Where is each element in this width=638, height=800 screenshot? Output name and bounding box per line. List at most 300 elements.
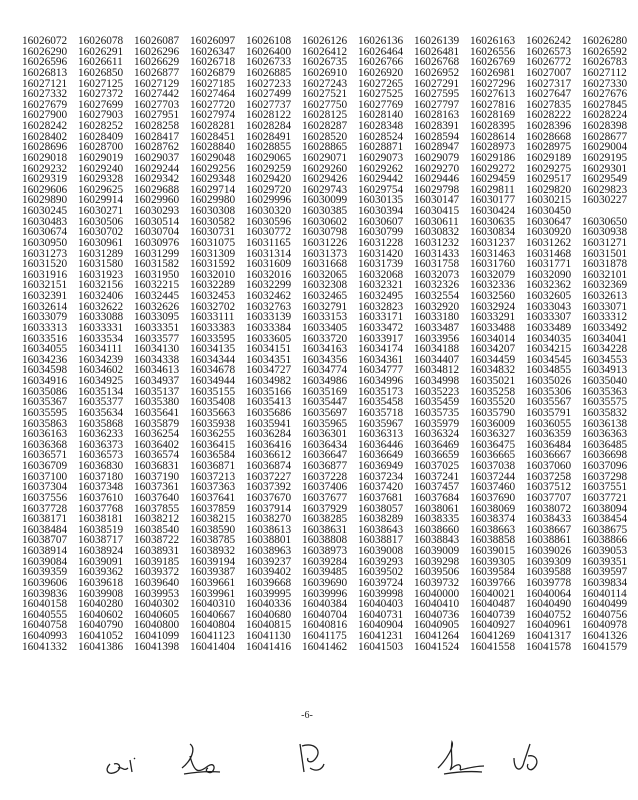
roll-number-cell: 16039362	[78, 566, 124, 579]
roll-number-cell: 16029914	[78, 194, 124, 207]
roll-number-cell: 16035413	[246, 396, 292, 409]
roll-number-cell: 16038858	[470, 534, 516, 547]
roll-number-cell: 16026573	[526, 45, 572, 58]
roll-number-cell: 16036363	[582, 428, 628, 441]
roll-number-cell: 16036484	[526, 438, 572, 451]
roll-number-cell: 16035735	[414, 406, 460, 419]
roll-number-cell: 16029980	[190, 194, 236, 207]
roll-number-cell: 16040602	[78, 608, 124, 621]
roll-number-cell: 16040310	[190, 598, 236, 611]
roll-number-cell: 16040114	[582, 587, 627, 600]
roll-number-cell: 16038181	[78, 513, 124, 526]
roll-number-cell: 16038722	[134, 534, 180, 547]
roll-number-cell: 16036138	[582, 417, 628, 430]
roll-number-cell: 16028409	[78, 130, 124, 143]
roll-number-cell: 16040731	[358, 608, 404, 621]
roll-number-cell: 16028947	[414, 141, 460, 154]
roll-number-cell: 16038932	[190, 545, 236, 557]
roll-number-cell: 16031950	[134, 268, 180, 281]
roll-number-cell: 16031878	[582, 258, 628, 271]
roll-number-cell: 16037227	[246, 470, 292, 483]
roll-number-cell: 16039998	[358, 587, 404, 600]
roll-number-cell: 16033577	[134, 332, 180, 345]
roll-number-cell: 16036301	[302, 428, 348, 441]
roll-number-cell: 16036327	[470, 428, 516, 441]
roll-number-cell: 16038540	[134, 523, 180, 536]
roll-number-cell: 16033111	[190, 311, 235, 324]
roll-number-table	[22, 36, 638, 652]
table-row	[22, 493, 638, 504]
roll-number-cell: 16029319	[22, 173, 68, 186]
roll-number-cell: 16038454	[582, 513, 628, 526]
roll-number-cell: 16027525	[358, 88, 404, 101]
roll-number-cell: 16035367	[22, 396, 68, 409]
roll-number-cell: 16031433	[414, 247, 460, 260]
roll-number-cell: 16031373	[302, 247, 348, 260]
roll-number-cell: 16040736	[414, 608, 460, 621]
roll-number-cell: 16039008	[358, 545, 404, 557]
roll-number-cell: 16032614	[22, 300, 68, 313]
roll-number-cell: 16026952	[414, 66, 460, 79]
roll-number-cell: 16031075	[190, 236, 236, 249]
roll-number-cell: 16034855	[526, 364, 572, 377]
roll-number-cell: 16026072	[22, 35, 68, 47]
roll-number-cell: 16038215	[190, 513, 236, 526]
roll-number-cell: 16034925	[78, 375, 124, 387]
roll-number-cell: 16037420	[358, 481, 404, 494]
signature-1	[100, 738, 146, 778]
roll-number-cell: 16036612	[246, 449, 292, 462]
roll-number-cell: 16034613	[134, 364, 180, 377]
roll-number-cell: 16035938	[190, 417, 236, 430]
roll-number-cell: 16041416	[246, 640, 292, 653]
roll-number-cell: 16032336	[470, 279, 516, 292]
roll-number-cell: 16032156	[78, 279, 124, 292]
roll-number-cell: 16033043	[526, 300, 572, 313]
roll-number-cell: 16033489	[526, 321, 572, 334]
roll-number-cell: 16032465	[302, 290, 348, 302]
roll-number-cell: 16033171	[358, 311, 404, 324]
roll-number-cell: 16029079	[414, 151, 460, 164]
table-row	[22, 408, 638, 419]
roll-number-cell: 16031582	[134, 258, 180, 271]
roll-number-cell: 16027499	[246, 88, 292, 101]
roll-number-cell: 16029275	[526, 162, 572, 175]
roll-number-cell: 16035166	[246, 385, 292, 398]
roll-number-cell: 16035575	[582, 396, 628, 409]
roll-number-cell: 16040739	[470, 608, 516, 621]
roll-number-cell: 16028284	[246, 120, 292, 132]
roll-number-cell: 16036574	[134, 449, 180, 462]
roll-number-cell: 16039584	[470, 566, 516, 579]
roll-number-cell: 16028122	[246, 109, 292, 122]
roll-number-cell: 16028762	[134, 141, 180, 154]
roll-number-cell: 16034459	[470, 353, 516, 366]
roll-number-cell: 16037640	[134, 491, 180, 504]
roll-number-cell: 16032622	[78, 300, 124, 313]
roll-number-cell: 16038667	[526, 523, 572, 536]
roll-number-cell: 16026768	[414, 56, 460, 69]
roll-number-cell: 16036709	[22, 460, 68, 472]
roll-number-cell: 16029714	[190, 183, 236, 196]
roll-number-cell: 16034982	[246, 375, 292, 387]
roll-number-cell: 16027243	[302, 77, 348, 90]
roll-number-cell: 16035663	[190, 406, 236, 419]
roll-number-cell: 16030415	[414, 205, 460, 217]
roll-number-cell: 16035868	[78, 417, 124, 430]
roll-number-cell: 16036469	[414, 438, 460, 451]
roll-number-cell: 16028402	[22, 130, 68, 143]
roll-number-cell: 16027291	[414, 77, 460, 90]
roll-number-cell: 16036659	[414, 449, 460, 462]
roll-number-cell: 16036573	[78, 449, 124, 462]
roll-number-cell: 16032702	[190, 300, 236, 313]
roll-number-cell: 16037721	[582, 491, 628, 504]
roll-number-cell: 16037690	[470, 491, 516, 504]
roll-number-cell: 16036877	[302, 460, 348, 472]
roll-number-cell: 16039402	[246, 566, 292, 579]
roll-number-cell: 16035641	[134, 406, 180, 419]
roll-number-cell: 16026772	[526, 56, 572, 69]
roll-number-cell: 16030215	[526, 194, 572, 207]
roll-number-cell: 16032626	[134, 300, 180, 313]
roll-number-cell: 16032495	[358, 290, 404, 302]
roll-number-cell: 16041558	[470, 640, 516, 653]
roll-number-cell: 16027699	[78, 98, 124, 111]
roll-number-cell: 16040815	[246, 619, 292, 632]
roll-number-cell: 16035718	[358, 406, 404, 419]
roll-number-cell: 16029342	[134, 173, 180, 186]
roll-number-cell: 16029019	[78, 151, 124, 164]
roll-number-cell: 16039618	[78, 576, 124, 589]
table-row	[22, 238, 638, 249]
roll-number-cell: 16026885	[246, 66, 292, 79]
roll-number-cell: 16030674	[22, 226, 68, 239]
roll-number-cell: 16040667	[190, 608, 236, 621]
roll-number-cell: 16027845	[582, 98, 628, 111]
roll-number-cell: 16026347	[190, 45, 236, 58]
roll-number-cell: 16038270	[246, 513, 292, 526]
roll-number-cell: 16027595	[414, 88, 460, 101]
roll-number-cell: 16033472	[358, 321, 404, 334]
roll-number-cell: 16030506	[78, 215, 124, 228]
roll-number-cell: 16034361	[358, 353, 404, 366]
roll-number-cell: 16030514	[134, 215, 180, 228]
roll-number-cell: 16036402	[134, 438, 180, 451]
roll-number-cell: 16032010	[190, 268, 236, 281]
roll-number-cell: 16030950	[22, 236, 68, 249]
roll-number-cell: 16038643	[358, 523, 404, 536]
roll-number-cell: 16041404	[190, 640, 236, 653]
roll-number-cell: 16038433	[526, 513, 572, 526]
roll-number-cell: 16041386	[78, 640, 124, 653]
roll-number-cell: 16026813	[22, 66, 68, 79]
roll-number-cell: 16034545	[526, 353, 572, 366]
roll-number-cell: 16027816	[470, 98, 516, 111]
table-row	[22, 323, 638, 334]
roll-number-cell: 16035567	[526, 396, 572, 409]
roll-number-cell: 16033384	[246, 321, 292, 334]
roll-number-cell: 16026629	[134, 56, 180, 69]
roll-number-cell: 16032321	[358, 279, 404, 292]
roll-number-cell: 16031420	[358, 247, 404, 260]
roll-number-cell: 16039506	[414, 566, 460, 579]
roll-number-cell: 16033488	[470, 321, 516, 334]
roll-number-cell: 16030832	[414, 226, 460, 239]
roll-number-cell: 16033917	[358, 332, 404, 345]
roll-number-cell: 16034344	[190, 353, 236, 366]
roll-number-cell: 16033605	[246, 332, 292, 345]
roll-number-cell: 16033405	[302, 321, 348, 334]
roll-number-cell: 16036415	[190, 438, 236, 451]
roll-number-cell: 16032073	[414, 268, 460, 281]
roll-number-cell: 16034998	[414, 375, 460, 387]
roll-number-cell: 16034812	[414, 364, 460, 377]
roll-number-cell: 16028677	[582, 130, 628, 143]
roll-number-cell: 16033351	[134, 321, 180, 334]
roll-number-cell: 16029186	[470, 151, 516, 164]
roll-number-cell: 16035169	[302, 385, 348, 398]
table-row	[22, 153, 638, 164]
roll-number-cell: 16038171	[22, 513, 68, 526]
roll-number-cell: 16031771	[526, 258, 572, 271]
roll-number-cell: 16038631	[302, 523, 348, 536]
roll-number-cell: 16033139	[246, 311, 292, 324]
roll-number-cell: 16038069	[470, 502, 516, 515]
roll-number-cell: 16032554	[414, 290, 460, 302]
roll-number-cell: 16039015	[470, 545, 516, 557]
roll-number-cell: 16035697	[302, 406, 348, 419]
roll-number-cell: 16036830	[78, 460, 124, 472]
roll-number-cell: 16036233	[78, 428, 124, 441]
roll-number-cell: 16028975	[526, 141, 572, 154]
roll-number-cell: 16040064	[526, 587, 572, 600]
roll-number-cell: 16034407	[414, 353, 460, 366]
roll-number-cell: 16027007	[526, 66, 572, 79]
table-row	[22, 68, 638, 79]
roll-number-cell: 16035879	[134, 417, 180, 430]
roll-number-cell: 16036665	[470, 449, 516, 462]
roll-number-cell: 16040302	[134, 598, 180, 611]
roll-number-cell: 16030147	[414, 194, 460, 207]
roll-number-cell: 16035979	[414, 417, 460, 430]
roll-number-cell: 16039372	[134, 566, 180, 579]
roll-number-cell: 16032560	[470, 290, 516, 302]
roll-number-cell: 16028417	[134, 130, 180, 143]
roll-number-cell: 16035137	[134, 385, 180, 398]
roll-number-cell: 16040605	[134, 608, 180, 621]
roll-number-cell: 16032362	[526, 279, 572, 292]
roll-number-cell: 16039995	[246, 587, 292, 600]
roll-number-cell: 16029256	[190, 162, 236, 175]
roll-number-cell: 16040336	[246, 598, 292, 611]
roll-number-cell: 16040280	[78, 598, 124, 611]
roll-number-cell: 16038973	[302, 545, 348, 557]
roll-number-cell: 16039996	[302, 587, 348, 600]
roll-number-cell: 16037681	[358, 491, 404, 504]
roll-number-cell: 16027903	[78, 109, 124, 122]
roll-number-cell: 16030961	[78, 236, 124, 249]
roll-number-cell: 16028125	[302, 109, 348, 122]
roll-number-cell: 16031923	[78, 268, 124, 281]
roll-number-cell: 16034944	[190, 375, 236, 387]
roll-number-cell: 16026280	[582, 35, 628, 47]
roll-number-cell: 16041326	[582, 630, 628, 642]
roll-number-cell: 16037556	[22, 491, 68, 504]
roll-number-cell: 16039502	[358, 566, 404, 579]
roll-number-cell: 16027185	[190, 77, 236, 90]
roll-number-cell: 16033313	[22, 321, 68, 334]
roll-number-cell: 16031739	[358, 258, 404, 271]
roll-number-cell: 16035040	[582, 375, 628, 387]
roll-number-cell: 16039351	[582, 555, 628, 568]
roll-number-cell: 16039661	[190, 576, 236, 589]
roll-number-cell: 16040790	[78, 619, 124, 632]
roll-number-cell: 16041462	[302, 640, 348, 653]
roll-number-cell: 16029426	[302, 173, 348, 186]
roll-number-cell: 16034239	[78, 353, 124, 366]
roll-number-cell: 16027125	[78, 77, 124, 90]
roll-number-cell: 16027951	[134, 109, 180, 122]
roll-number-cell: 16029446	[414, 173, 460, 186]
roll-number-cell: 16035258	[470, 385, 516, 398]
roll-number-cell: 16038861	[526, 534, 572, 547]
roll-number-cell: 16034553	[582, 353, 628, 366]
roll-number-cell: 16038374	[470, 513, 516, 526]
roll-number-cell: 16036434	[302, 438, 348, 451]
roll-number-cell: 16029270	[414, 162, 460, 175]
roll-number-cell: 16039778	[526, 576, 572, 589]
roll-number-cell: 16030596	[246, 215, 292, 228]
roll-number-cell: 16030308	[190, 205, 236, 217]
roll-number-cell: 16027233	[246, 77, 292, 90]
roll-number-cell: 16032065	[302, 268, 348, 281]
roll-number-cell: 16029820	[526, 183, 572, 196]
roll-number-cell: 16029606	[22, 183, 68, 196]
roll-number-cell: 16040800	[134, 619, 180, 632]
roll-number-cell: 16041524	[414, 640, 460, 653]
roll-number-cell: 16037512	[526, 481, 572, 494]
roll-number-cell: 16033487	[414, 321, 460, 334]
roll-number-cell: 16027265	[358, 77, 404, 90]
roll-number-cell: 16040021	[470, 587, 516, 600]
roll-number-cell: 16040158	[22, 598, 68, 611]
roll-number-cell: 16026611	[78, 56, 123, 69]
roll-number-cell: 16039084	[22, 555, 68, 568]
roll-number-cell: 16039194	[190, 555, 236, 568]
roll-number-cell: 16032406	[78, 290, 124, 302]
roll-number-cell: 16027332	[22, 88, 68, 101]
roll-number-cell: 16032016	[246, 268, 292, 281]
roll-number-cell: 16037768	[78, 502, 124, 515]
roll-number-cell: 16037670	[246, 491, 292, 504]
roll-number-cell: 16036324	[414, 428, 460, 441]
roll-number-cell: 16035863	[22, 417, 68, 430]
roll-number-cell: 16032453	[190, 290, 236, 302]
roll-number-cell: 16032068	[358, 268, 404, 281]
roll-number-cell: 16026877	[134, 66, 180, 79]
roll-number-cell: 16028696	[22, 141, 68, 154]
roll-number-cell: 16035155	[190, 385, 236, 398]
roll-number-cell: 16032101	[582, 268, 628, 281]
roll-number-cell: 16032924	[470, 300, 516, 313]
roll-number-cell: 16032090	[526, 268, 572, 281]
roll-number-cell: 16038801	[246, 534, 292, 547]
roll-number-cell: 16029442	[358, 173, 404, 186]
roll-number-cell: 16032823	[358, 300, 404, 313]
roll-number-cell: 16037234	[358, 470, 404, 483]
roll-number-cell: 16036416	[246, 438, 292, 451]
roll-number-cell: 16037460	[470, 481, 516, 494]
roll-number-cell: 16033492	[582, 321, 628, 334]
roll-number-cell: 16037684	[414, 491, 460, 504]
roll-number-cell: 16034338	[134, 353, 180, 366]
roll-number-cell: 16033153	[302, 311, 348, 324]
roll-number-cell: 16029037	[134, 151, 180, 164]
roll-number-cell: 16037241	[414, 470, 460, 483]
roll-number-cell: 16026910	[302, 66, 348, 79]
roll-number-cell: 16028871	[358, 141, 404, 154]
roll-number-cell: 16027737	[246, 98, 292, 111]
roll-number-cell: 16030635	[470, 215, 516, 228]
roll-number-cell: 16039387	[190, 566, 236, 579]
table-row	[22, 578, 638, 589]
roll-number-cell: 16037610	[78, 491, 124, 504]
roll-number-cell: 16038212	[134, 513, 180, 526]
roll-number-cell: 16037213	[190, 470, 236, 483]
roll-number-cell: 16034986	[302, 375, 348, 387]
roll-number-cell: 16032920	[414, 300, 460, 313]
roll-number-cell: 16037392	[246, 481, 292, 494]
roll-number-cell: 16035134	[78, 385, 124, 398]
roll-number-cell: 16034188	[414, 343, 460, 356]
roll-number-cell: 16026766	[358, 56, 404, 69]
roll-number-cell: 16031580	[78, 258, 124, 271]
roll-number-cell: 16029420	[246, 173, 292, 186]
roll-number-cell: 16034996	[358, 375, 404, 387]
roll-number-cell: 16038914	[22, 545, 68, 557]
roll-number-cell: 16038335	[414, 513, 460, 526]
roll-number-cell: 16034207	[470, 343, 516, 356]
roll-number-cell: 16028258	[134, 120, 180, 132]
roll-number-cell: 16026163	[470, 35, 516, 47]
roll-number-cell: 16031262	[526, 236, 572, 249]
roll-number-cell: 16037190	[134, 470, 180, 483]
roll-number-cell: 16040905	[414, 619, 460, 632]
roll-number-cell: 16034135	[190, 343, 236, 356]
roll-number-cell: 16027464	[190, 88, 236, 101]
roll-number-cell: 16028140	[358, 109, 404, 122]
roll-number-cell: 16039724	[358, 576, 404, 589]
roll-number-cell: 16036649	[358, 449, 404, 462]
roll-number-cell: 16035459	[414, 396, 460, 409]
roll-number-cell: 16030772	[246, 226, 292, 239]
roll-number-cell: 16027330	[582, 77, 628, 90]
roll-number-cell: 16039766	[470, 576, 516, 589]
roll-number-cell: 16035363	[582, 385, 628, 398]
roll-number-cell: 16037180	[78, 470, 124, 483]
roll-number-cell: 16032462	[246, 290, 292, 302]
roll-number-cell: 16039836	[22, 587, 68, 600]
roll-number-cell: 16029189	[526, 151, 572, 164]
roll-number-cell: 16039284	[302, 555, 348, 568]
roll-number-cell: 16038057	[358, 502, 404, 515]
roll-number-cell: 16028855	[246, 141, 292, 154]
roll-number-table-body	[22, 36, 638, 652]
roll-number-cell: 16039834	[582, 576, 628, 589]
roll-number-cell: 16034598	[22, 364, 68, 377]
roll-number-cell: 16028840	[190, 141, 236, 154]
